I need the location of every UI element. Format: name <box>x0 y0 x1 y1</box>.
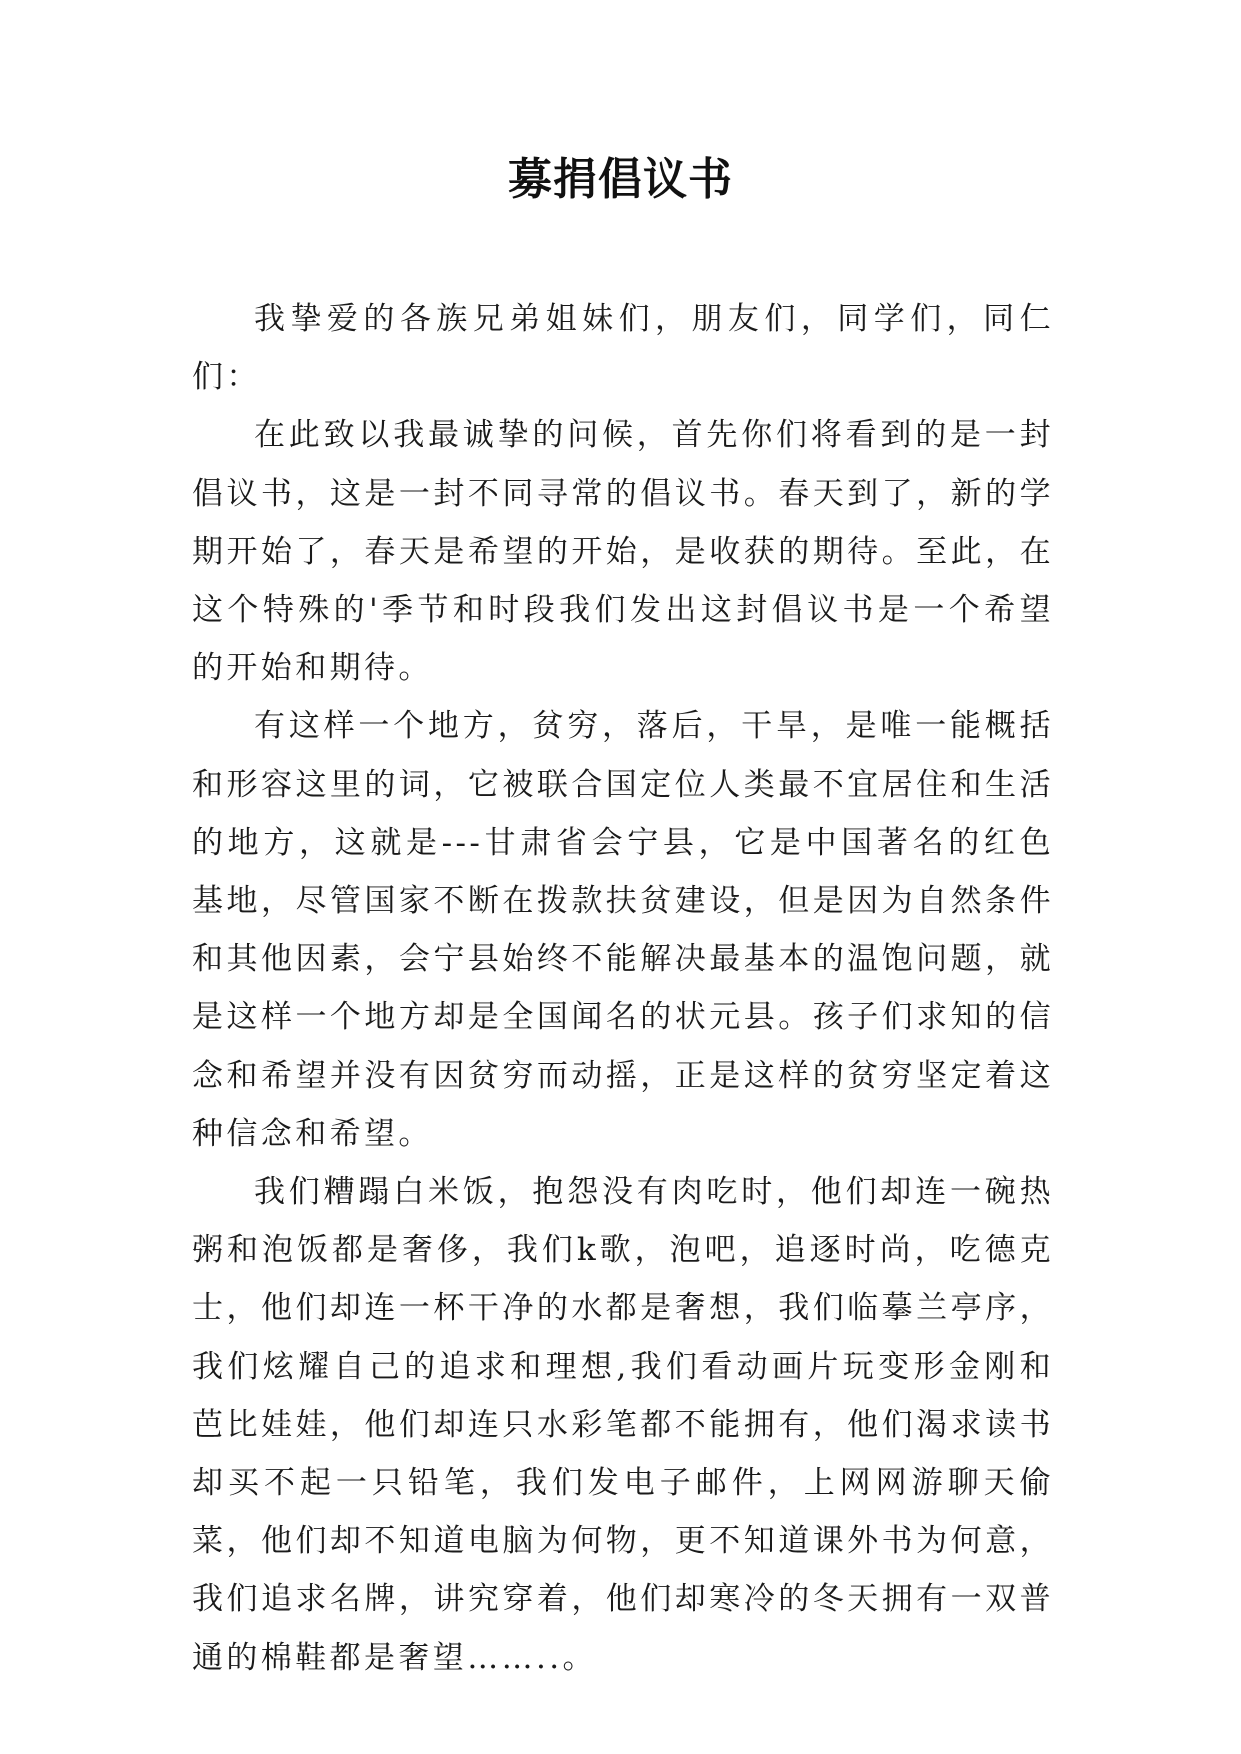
paragraph-2: 有这样一个地方，贫穷，落后，干旱，是唯一能概括和形容这里的词，它被联合国定位人类最不宜居住和生活的地方，这就是---甘肃省会宁县，它是中国著名的红色基地，尽管国家不断在拨款扶贫建设，但是因为自然条件和其他因素，会宁县始终不能解决最基本的温饱问题，就是这样一个地方却是全国闻名的状元县。孩子们求知的信念和希望并没有因贫穷而动摇，正是这样的贫穷坚定着这种信念和希望。 <box>192 708 1054 1152</box>
document-title: 募捐倡议书 <box>508 154 733 205</box>
paragraph-3: 我们糟蹋白米饭，抱怨没有肉吃时，他们却连一碗热粥和泡饭都是奢侈，我们k歌，泡吧，追逐时尚，吃德克士，他们却连一杯干净的水都是奢想，我们临摹兰亭序，我们炫耀自己的追求和理想,我们看动画片玩变形金刚和芭比娃娃，他们却连只水彩笔都不能拥有，他们渴求读书却买不起一只铅笔，我们发电子邮件，上网网游聊天偷菜，他们却不知道电脑为何物，更不知道课外书为何意，我们追求名牌，讲究穿着，他们却寒冷的冬天拥有一双普通的棉鞋都是奢望……..。 <box>192 1174 1054 1676</box>
document-body <box>192 290 1054 1687</box>
salutation: 我挚爱的各族兄弟姐妹们，朋友们，同学们，同仁们： <box>192 301 1054 396</box>
paragraph-1: 在此致以我最诚挚的问候，首先你们将看到的是一封倡议书，这是一封不同寻常的倡议书。春天到了，新的学期开始了，春天是希望的开始，是收获的期待。至此，在这个特殊的'季节和时段我们发出这封倡议书是一个希望的开始和期待。 <box>192 417 1054 687</box>
